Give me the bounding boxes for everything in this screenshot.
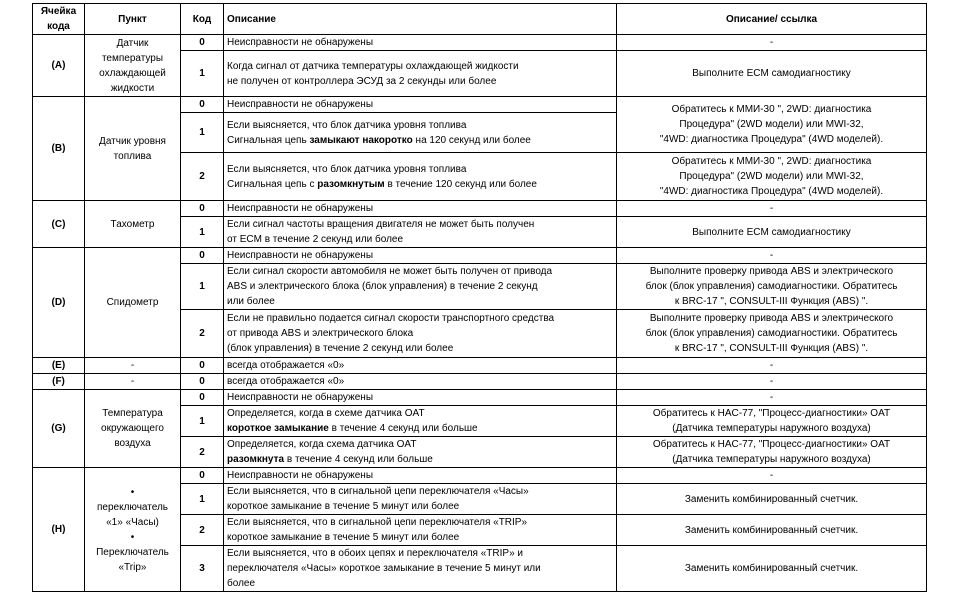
- header-item: Пункт: [85, 4, 181, 35]
- code-number: 1: [181, 217, 224, 248]
- description: [224, 153, 617, 201]
- reference: Выполните ECM самодиагностику: [617, 217, 927, 248]
- reference: [617, 153, 927, 201]
- cell-code-h: (H): [33, 468, 85, 592]
- reference: Выполните ECM самодиагностику: [617, 51, 927, 97]
- cell-code-b: (B): [33, 97, 85, 201]
- reference-line: Процедура" (2WD модели) или MWI-32,: [679, 171, 864, 182]
- description: [224, 217, 617, 248]
- code-number: 1: [181, 51, 224, 97]
- description: [224, 310, 617, 358]
- table-header-row: [33, 4, 927, 35]
- description-line: Если выясняется, что в сигнальной цепи переключателя «TRIP»: [227, 517, 528, 528]
- reference: Заменить комбинированный счетчик.: [617, 546, 927, 592]
- description-line: разомкнута в течение 4 секунд или больше: [227, 454, 433, 465]
- bullet: •: [130, 531, 135, 543]
- code-number: 0: [181, 201, 224, 217]
- description-line: Определяется, когда схема датчика OAT: [227, 439, 417, 450]
- reference-line: Выполните проверку привода ABS и электрического: [649, 313, 894, 324]
- description-line: короткое замыкание в течение 4 секунд или больше: [227, 423, 478, 434]
- code-number: 2: [181, 310, 224, 358]
- description: [224, 113, 617, 153]
- bullet: •: [130, 486, 135, 498]
- description: Неисправности не обнаружены: [224, 468, 617, 484]
- code-number: 0: [181, 374, 224, 390]
- item-e: -: [85, 358, 181, 374]
- description-line: Если выясняется, что блок датчика уровня топлива: [227, 163, 467, 175]
- table-row: [33, 201, 927, 217]
- item-d: Спидометр: [85, 248, 181, 358]
- reference-line: к BRC-17 ", CONSULT-III Функция (ABS) ".: [674, 296, 869, 307]
- item-c: Тахометр: [85, 201, 181, 248]
- description-line: или более: [227, 296, 275, 307]
- description-line: Если выясняется, что блок датчика уровня топлива: [227, 119, 467, 131]
- description-line: более: [227, 578, 256, 589]
- description: всегда отображается «0»: [224, 374, 617, 390]
- code-number: 2: [181, 437, 224, 468]
- reference-line: Обратитесь к ММИ-30 ", 2WD: диагностика: [671, 156, 872, 167]
- item-f: -: [85, 374, 181, 390]
- code-number: 1: [181, 484, 224, 515]
- header-code: Код: [181, 4, 224, 35]
- cell-code-f: (F): [33, 374, 85, 390]
- reference: [617, 437, 927, 468]
- description-line: Когда сигнал от датчика температуры охлаждающей жидкости: [227, 60, 519, 72]
- reference-line: (Датчика температуры наружного воздуха): [672, 423, 871, 434]
- reference-line: (Датчика температуры наружного воздуха): [672, 454, 871, 465]
- reference: -: [617, 468, 927, 484]
- description: [224, 546, 617, 592]
- code-number: 3: [181, 546, 224, 592]
- description: [224, 437, 617, 468]
- code-number: 0: [181, 248, 224, 264]
- reference-line: к BRC-17 ", CONSULT-III Функция (ABS) ".: [674, 343, 869, 354]
- code-number: 1: [181, 113, 224, 153]
- item-line: переключатель: [97, 501, 168, 513]
- item-a: Датчик температуры охлаждающей жидкости: [85, 35, 181, 97]
- item-b: Датчик уровня топлива: [85, 97, 181, 201]
- reference: -: [617, 358, 927, 374]
- item-h: [85, 468, 181, 592]
- description-line: Сигнальная цепь с разомкнутым в течение 120 секунд или более: [227, 178, 537, 190]
- cell-code-e: (E): [33, 358, 85, 374]
- table-row: [33, 468, 927, 484]
- description-line: Сигнальная цепь замыкают накоротко на 120 секунд или более: [227, 134, 531, 146]
- description-line: Если выясняется, что в сигнальной цепи переключателя «Часы»: [227, 486, 529, 497]
- description-line: переключателя «Часы» короткое замыкание в течение 5 минут или: [227, 563, 541, 574]
- code-number: 1: [181, 406, 224, 437]
- cell-code-d: (D): [33, 248, 85, 358]
- description: Неисправности не обнаружены: [224, 390, 617, 406]
- description: Неисправности не обнаружены: [224, 35, 617, 51]
- reference: -: [617, 35, 927, 51]
- reference: -: [617, 248, 927, 264]
- reference-line: Обратитесь к HAC-77, "Процесс-диагностики» OAT: [652, 439, 891, 450]
- header-reference: Описание/ ссылка: [617, 4, 927, 35]
- item-line: «Trip»: [118, 561, 147, 573]
- description-line: не получен от контроллера ЭСУД за 2 секунды или более: [227, 75, 497, 87]
- reference-line: Процедура" (2WD модели) или MWI-32,: [679, 119, 864, 130]
- reference-line: "4WD: диагностика Процедура" (4WD моделей).: [659, 186, 884, 197]
- code-number: 1: [181, 264, 224, 310]
- reference-line: Выполните проверку привода ABS и электрического: [649, 266, 894, 277]
- item-line: Переключатель: [96, 546, 169, 558]
- description: [224, 51, 617, 97]
- description-line: Если не правильно подается сигнал скорости транспортного средства: [227, 313, 555, 324]
- description-line: короткое замыкание в течение 5 минут или более: [227, 532, 460, 543]
- code-number: 0: [181, 390, 224, 406]
- reference-line: Обратитесь к ММИ-30 ", 2WD: диагностика: [671, 104, 872, 115]
- reference: -: [617, 390, 927, 406]
- description: Неисправности не обнаружены: [224, 248, 617, 264]
- description: [224, 264, 617, 310]
- header-description: Описание: [224, 4, 617, 35]
- description: [224, 484, 617, 515]
- code-number: 2: [181, 515, 224, 546]
- reference: [617, 310, 927, 358]
- description-line: от ECM в течение 2 секунд или более: [227, 234, 404, 245]
- item-line: «1» «Часы): [106, 516, 159, 528]
- reference: [617, 264, 927, 310]
- description-line: Если сигнал частоты вращения двигателя не может быть получен: [227, 219, 535, 230]
- table-row: [33, 374, 927, 390]
- reference-line: "4WD: диагностика Процедура" (4WD моделей).: [659, 134, 884, 145]
- table-row: [33, 358, 927, 374]
- description-line: (блок управления) в течение 2 секунд или более: [227, 343, 454, 354]
- description: [224, 406, 617, 437]
- code-number: 0: [181, 468, 224, 484]
- cell-code-c: (C): [33, 201, 85, 248]
- reference-line: блок (блок управления) самодиагностики. Обратитесь: [645, 328, 898, 339]
- cell-code-g: (G): [33, 390, 85, 468]
- cell-code-a: (A): [33, 35, 85, 97]
- code-number: 0: [181, 35, 224, 51]
- table-row: [33, 97, 927, 113]
- code-number: 0: [181, 358, 224, 374]
- description-line: Если выясняется, что в обоих цепях и переключателя «TRIP» и: [227, 548, 523, 559]
- table-row: [33, 390, 927, 406]
- table-row: [33, 35, 927, 51]
- header-cell-code: Ячейка кода: [33, 4, 85, 35]
- description-line: от привода ABS и электрического блока: [227, 328, 414, 339]
- reference: [617, 406, 927, 437]
- description: [224, 515, 617, 546]
- reference: -: [617, 374, 927, 390]
- code-number: 2: [181, 153, 224, 201]
- description-line: ABS и электрического блока (блок управления) в течение 2 секунд: [227, 281, 538, 292]
- reference: [617, 97, 927, 153]
- reference: Заменить комбинированный счетчик.: [617, 484, 927, 515]
- reference: -: [617, 201, 927, 217]
- reference: Заменить комбинированный счетчик.: [617, 515, 927, 546]
- reference-line: блок (блок управления) самодиагностики. Обратитесь: [645, 281, 898, 292]
- description-line: Определяется, когда в схеме датчика OAT: [227, 408, 425, 419]
- description-line: короткое замыкание в течение 5 минут или более: [227, 501, 460, 512]
- description: всегда отображается «0»: [224, 358, 617, 374]
- item-g: Температура окружающего воздуха: [85, 390, 181, 468]
- table-row: [33, 248, 927, 264]
- diagnostic-table: [32, 3, 927, 592]
- code-number: 0: [181, 97, 224, 113]
- description-line: Если сигнал скорости автомобиля не может быть получен от привода: [227, 266, 553, 277]
- reference-line: Обратитесь к HAC-77, "Процесс-диагностики» OAT: [652, 408, 891, 419]
- description: Неисправности не обнаружены: [224, 97, 617, 113]
- description: Неисправности не обнаружены: [224, 201, 617, 217]
